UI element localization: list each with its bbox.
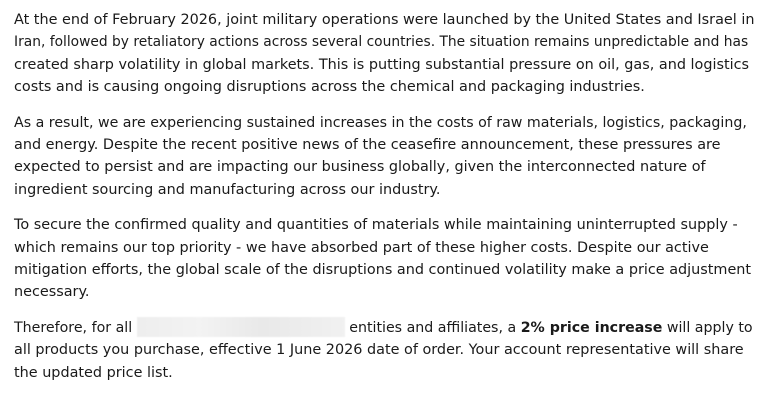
paragraph-cost-increases xyxy=(14,112,754,202)
text-line: necessary. xyxy=(14,284,90,301)
text-line: To secure the confirmed quality and quantities of materials while maintaining uninterrupted supply - xyxy=(14,217,738,234)
paragraph-context xyxy=(14,9,754,99)
text-line xyxy=(14,317,754,339)
text-segment: entities and affiliates, a xyxy=(349,319,517,336)
text-line: created sharp volatility in global markets. This is putting substantial pressure on oil, gas, and logistics xyxy=(14,56,750,73)
text-segment: Therefore, for all xyxy=(14,319,133,336)
text-line: Iran, followed by retaliatory actions across several countries. The situation remains unpredictable and has xyxy=(14,34,749,51)
text-line: all products you purchase, effective 1 June 2026 date of order. Your account representative will share xyxy=(14,342,744,359)
text-line: which remains our top priority - we have absorbed part of these higher costs. Despite our active xyxy=(14,239,709,256)
text-line: At the end of February 2026, joint military operations were launched by the United States and Israel in xyxy=(14,12,755,28)
text-line: ingredient sourcing and manufacturing across our industry. xyxy=(14,181,441,198)
text-segment: will apply to xyxy=(666,319,753,336)
letter-body xyxy=(14,9,754,397)
price-increase-highlight: 2% price increase xyxy=(520,319,663,336)
text-line: As a result, we are experiencing sustained increases in the costs of raw materials, logistics, packaging, xyxy=(14,114,747,131)
paragraph-supply-priority xyxy=(14,214,754,304)
paragraph-price-increase xyxy=(14,317,754,384)
text-line: the updated price list. xyxy=(14,364,173,381)
text-line: costs and is causing ongoing disruptions across the chemical and packaging industries. xyxy=(14,79,645,96)
text-line: expected to persist and are impacting our business globally, given the interconnected nature of xyxy=(14,159,706,176)
redacted-company-name xyxy=(137,317,345,337)
text-line: and energy. Despite the recent positive news of the ceasefire announcement, these pressures are xyxy=(14,137,721,154)
text-line: mitigation efforts, the global scale of the disruptions and continued volatility make a price adjustment xyxy=(14,262,752,279)
